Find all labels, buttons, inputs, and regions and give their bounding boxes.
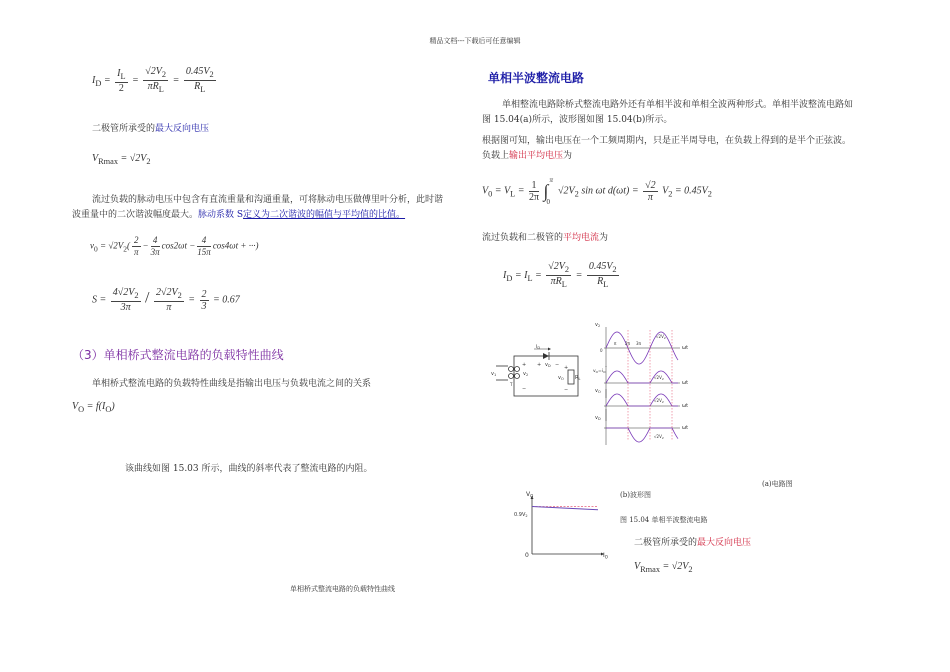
svg-text:+: + [537,362,542,368]
equation-vrmax-left: $V_{Rmax} = √2V_2$ [92,153,151,166]
load-characteristic-chart [508,488,613,562]
transformer-secondary-coil [515,367,520,372]
label-wt-3: ωt [682,403,689,409]
paragraph-pulse-1: 流过负载的脉动电压中包含有直流重量和沟通重量，可将脉动电压做傅里叶分析，此时谐 [92,195,444,205]
transformer-primary-coil [509,367,514,372]
label-vo: $v_O$ [558,375,564,381]
label-amplitude-1: $√2V_2$ [656,334,666,340]
svg-text:−: − [564,387,569,393]
equation-fourier: $v_0 = √2V_2$( $\frac{2}{\pi}$ − $\frac{4}{3\pi}$ cos2ωt − $\frac{4}{15\pi}$ cos4ωt + ···) [90,235,259,257]
caption-figure-15-04: 图 15.04 单相半波整流电路 [620,516,708,524]
paragraph-intro-1: 单相整流电路除桥式整流电路外还有单相半波和单相全波两种形式。单相半波整流电路如 [502,100,854,110]
label-vd: $v_D$ [545,362,551,368]
label-zero: 0 [600,348,603,353]
load-resistor [568,370,574,384]
chart-series-line-0 [532,507,598,510]
paragraph-analysis-1: 根据图可知，输出电压在一个工频周期内，只是正半周导电，在负载上得到的是半个正弦波。 [482,136,852,146]
label-vd-wave: $v_D$ [595,415,601,421]
label-v2: $v_2$ [523,371,529,377]
equation-id-left: $I_D$ = $\frac{I_L}{2}$ = $\frac{√2V_2}{\pi R_L}$ = $\frac{0.45V_2}{R_L}$ [92,66,214,94]
label-vo-io-wave: $v_O=i_O$ [593,369,606,374]
paragraph-load-characteristic: 单相桥式整流电路的负载特性曲线是指输出电压与负载电流之间的关系 [92,379,372,389]
waveform-vo-io-trace [606,371,678,383]
paragraph-curve-description: 该曲线如图 15.03 所示，曲线的斜率代表了整流电路的内阻。 [125,464,373,474]
label-v2-wave: $v_2$ [595,322,601,328]
paragraph-intro-2: 图 15.04(a)所示，波形图如图 15.04(b)所示。 [482,115,673,125]
svg-text:−: − [555,362,560,368]
chart-origin: 0 [525,552,529,559]
label-2pi: 2π [625,341,630,346]
section-title-half-wave: 单相半波整流电路 [488,71,585,85]
half-wave-waveform-diagram [594,318,694,446]
label-amplitude-3: $√2V_2$ [654,398,664,404]
paragraph-analysis-2: 负载上输出平均电压为 [482,151,573,161]
waveform-vo-trace [606,394,678,406]
figure-caption-load-curve: 单相桥式整流电路的负载特性曲线 [290,585,395,593]
equation-ripple-factor: S = $\frac{4√2V_2}{3\pi}$ / $\frac{2√2V_2}{\pi}$ = $\frac{2}{3}$ = 0.67 [92,287,240,313]
section-title-load-curve: （3）单相桥式整流电路的负载特性曲线 [72,348,284,362]
paragraph-pulse-2: 波重量中的二次谐波幅度最大。脉动系数 S定义为二次谐波的幅值与平均值的比值。 [72,210,406,220]
svg-text:+: + [564,365,569,371]
label-3pi: 3π [636,341,641,346]
label-transformer: T [510,382,513,387]
chart-ymark: $0.9V_2$ [514,512,528,518]
equation-vo-function: $V_O = f(I_O)$ [72,401,115,414]
caption-circuit: (a)电路图 [762,480,793,488]
label-vo-wave: $v_O$ [595,388,601,394]
half-wave-circuit-diagram [488,344,588,400]
svg-text:+: + [522,362,527,368]
page-header: 精品文档---下载后可任意编辑 [429,37,521,45]
equation-average-voltage: $V_0 = V_L$ = $\frac{1}{2\pi}$ π ∫ 0 $√2V_2$ sin ωt d(ωt) = $\frac{√2}{\pi}$ $V_2 = 0.45V_2$ [482,176,712,206]
paragraph-reverse-voltage: 二极管所承受的最大反向电压 [92,124,210,134]
label-pi: π [614,341,617,346]
label-wt-4: ωt [682,425,689,431]
equation-vrmax-right: $V_{Rmax} = √2V_2$ [634,561,693,574]
waveform-vd-trace [606,428,678,442]
svg-text:−: − [522,386,527,392]
label-v1: $v_1$ [491,371,497,377]
label-id: $i_D$ [536,344,541,350]
diode-icon [543,353,549,359]
label-amplitude-4: $√2V_2$ [654,434,664,440]
chart-ylabel: $V_O$ [526,491,534,499]
caption-waveform: (b)波形图 [620,491,651,499]
label-wt-2: ωt [682,380,689,386]
chart-xlabel: $I_O$ [603,552,608,560]
label-rl: $R_L$ [575,375,581,381]
label-wt-1: ωt [682,345,689,351]
paragraph-reverse-voltage-right: 二极管所承受的最大反向电压 [634,538,752,548]
equation-average-current: $I_D = I_L$ = $\frac{√2V_2}{\pi R_L}$ = $\frac{0.45V_2}{R_L}$ [503,261,617,289]
paragraph-average-current: 流过负载和二极管的平均电流为 [482,233,609,243]
label-amplitude-2: $√2V_2$ [654,375,664,381]
